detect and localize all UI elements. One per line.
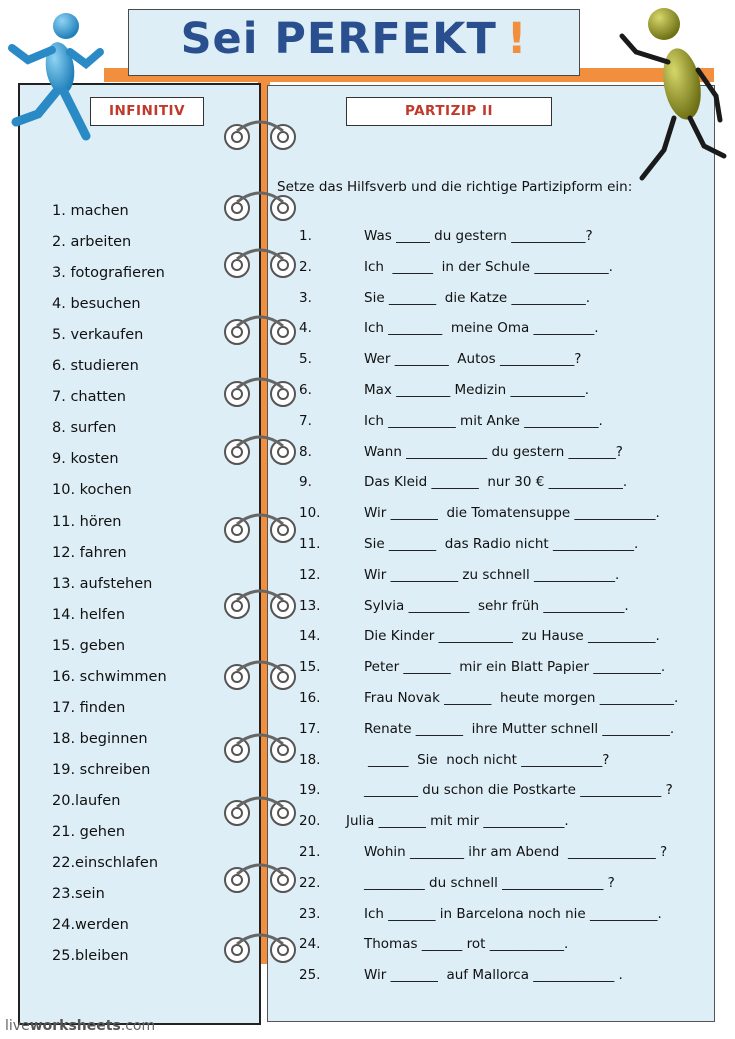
exercise-sentence: Julia _______ mit mir ____________.: [346, 813, 569, 830]
exercise-sentence: Max ________ Medizin ___________.: [364, 382, 589, 398]
infinitive-item: 11. hören: [52, 513, 122, 530]
exercise-number: 1.: [299, 228, 312, 244]
spiral-ring-icon: [220, 795, 302, 831]
spiral-ring-icon: [220, 247, 302, 283]
spiral-ring-icon: [220, 588, 302, 624]
exercise-sentence: Wir _______ die Tomatensuppe ____________.: [364, 505, 660, 522]
infinitive-item: 12. fahren: [52, 544, 127, 561]
exercise-number: 7.: [299, 412, 312, 429]
infinitive-item: 14. helfen: [52, 606, 126, 623]
exercise-number: 17.: [299, 720, 321, 737]
infinitive-item: 20.laufen: [52, 792, 121, 809]
exercise-number: 22.: [299, 874, 321, 891]
infinitive-item: 13. aufstehen: [52, 575, 153, 592]
exercise-number: 13.: [299, 597, 321, 614]
infinitive-item: 24.werden: [52, 917, 129, 934]
infinitive-item: 5. verkaufen: [52, 327, 144, 344]
exercise-number: 12.: [299, 566, 321, 583]
exercise-sentence: Was _____ du gestern ___________?: [364, 228, 593, 244]
spiral-ring-icon: [220, 119, 302, 155]
exercise-number: 15.: [299, 659, 321, 676]
exercise-sentence: Wohin ________ ihr am Abend _____________ ?: [364, 844, 668, 860]
page-title: [128, 14, 580, 64]
exercise-number: 21.: [299, 844, 321, 860]
infinitive-item: 21. gehen: [52, 824, 126, 840]
exercise-sentence: Ich _______ in Barcelona noch nie __________.: [364, 905, 662, 922]
infinitive-item: 17. finden: [52, 699, 126, 716]
title-exclamation: !: [506, 14, 528, 64]
infinitive-item: 6. studieren: [52, 358, 139, 375]
footer-brand: [5, 1018, 155, 1034]
footer-post: .com: [120, 1018, 156, 1034]
infinitive-item: 25.bleiben: [52, 948, 129, 965]
exercise-sentence: Ich ______ in der Schule ___________.: [364, 258, 613, 275]
exercise-number: 2.: [299, 258, 312, 275]
exercise-sentence: ______ Sie noch nicht ____________?: [368, 751, 610, 768]
infinitive-item: 10. kochen: [52, 482, 132, 499]
infinitive-item: 4. besuchen: [52, 296, 141, 313]
infinitive-item: 1. machen: [52, 203, 129, 219]
exercise-number: 11.: [299, 536, 321, 552]
exercise-sentence: Sylvia _________ sehr früh ____________.: [364, 597, 629, 614]
running-figure-right-icon: [612, 0, 730, 190]
exercise-number: 19.: [299, 782, 321, 799]
exercise-sentence: Wir __________ zu schnell ____________.: [364, 566, 620, 583]
exercise-number: 23.: [299, 905, 321, 922]
exercise-number: 5.: [299, 351, 312, 368]
infinitiv-header: INFINITIV: [90, 97, 204, 126]
exercise-number: 8.: [299, 443, 312, 460]
instruction-text: Setze das Hilfsverb und die richtige Partizipform ein:: [277, 179, 633, 195]
exercise-sentence: Peter _______ mir ein Blatt Papier __________.: [364, 659, 666, 676]
infinitive-item: 2. arbeiten: [52, 234, 132, 251]
exercise-sentence: ________ du schon die Postkarte ____________ ?: [364, 782, 673, 799]
spiral-ring-icon: [220, 314, 302, 350]
exercise-sentence: Wir _______ auf Mallorca ____________ .: [364, 967, 623, 984]
spiral-ring-icon: [220, 732, 302, 768]
exercise-number: 4.: [299, 320, 312, 337]
exercise-number: 24.: [299, 936, 321, 953]
exercise-sentence: Ich __________ mit Anke ___________.: [364, 412, 603, 429]
infinitive-item: 9. kosten: [52, 451, 119, 468]
exercise-sentence: _________ du schnell _______________ ?: [364, 874, 615, 891]
infinitive-item: 3. fotografieren: [52, 265, 165, 282]
footer-pre: live: [5, 1018, 30, 1034]
spiral-ring-icon: [220, 190, 302, 226]
exercise-sentence: Die Kinder ___________ zu Hause __________.: [364, 628, 660, 645]
exercise-number: 10.: [299, 505, 321, 522]
exercise-number: 20.: [299, 813, 321, 830]
exercise-number: 18.: [299, 751, 321, 768]
spiral-ring-icon: [220, 862, 302, 898]
running-figure-left-icon: [2, 2, 114, 152]
exercise-number: 3.: [299, 289, 312, 306]
infinitive-item: 16. schwimmen: [52, 668, 167, 685]
spiral-ring-icon: [220, 434, 302, 470]
exercise-sentence: Renate _______ ihre Mutter schnell __________.: [364, 720, 675, 737]
exercise-number: 14.: [299, 628, 321, 645]
exercise-sentence: Sie _______ das Radio nicht ____________.: [364, 536, 639, 552]
infinitive-item: 8. surfen: [52, 420, 117, 437]
exercise-sentence: Wann ____________ du gestern _______?: [364, 443, 623, 460]
infinitive-item: 22.einschlafen: [52, 855, 159, 872]
spiral-ring-icon: [220, 512, 302, 548]
spiral-ring-icon: [220, 932, 302, 968]
exercise-number: 25.: [299, 967, 321, 984]
infinitive-item: 7. chatten: [52, 389, 126, 406]
exercise-number: 6.: [299, 382, 312, 398]
exercise-number: 16.: [299, 690, 321, 706]
exercise-sentence: Das Kleid _______ nur 30 € ___________.: [364, 474, 628, 491]
footer-bold: worksheets: [29, 1018, 121, 1034]
title-main-text: Sei PERFEKT: [180, 14, 497, 64]
exercise-number: 9.: [299, 474, 312, 491]
infinitive-item: 23.sein: [52, 886, 105, 903]
infinitive-item: 19. schreiben: [52, 761, 151, 778]
partizip-header: PARTIZIP II: [346, 97, 552, 126]
exercise-sentence: Wer ________ Autos ___________?: [364, 351, 582, 368]
exercise-sentence: Frau Novak _______ heute morgen ___________.: [364, 690, 679, 706]
exercise-sentence: Thomas ______ rot ___________.: [364, 936, 569, 953]
spiral-ring-icon: [220, 659, 302, 695]
infinitive-item: 18. beginnen: [52, 730, 148, 747]
infinitive-item: 15. geben: [52, 637, 126, 654]
exercise-sentence: Sie _______ die Katze ___________.: [364, 289, 591, 306]
exercise-sentence: Ich ________ meine Oma _________.: [364, 320, 599, 337]
spiral-ring-icon: [220, 376, 302, 412]
